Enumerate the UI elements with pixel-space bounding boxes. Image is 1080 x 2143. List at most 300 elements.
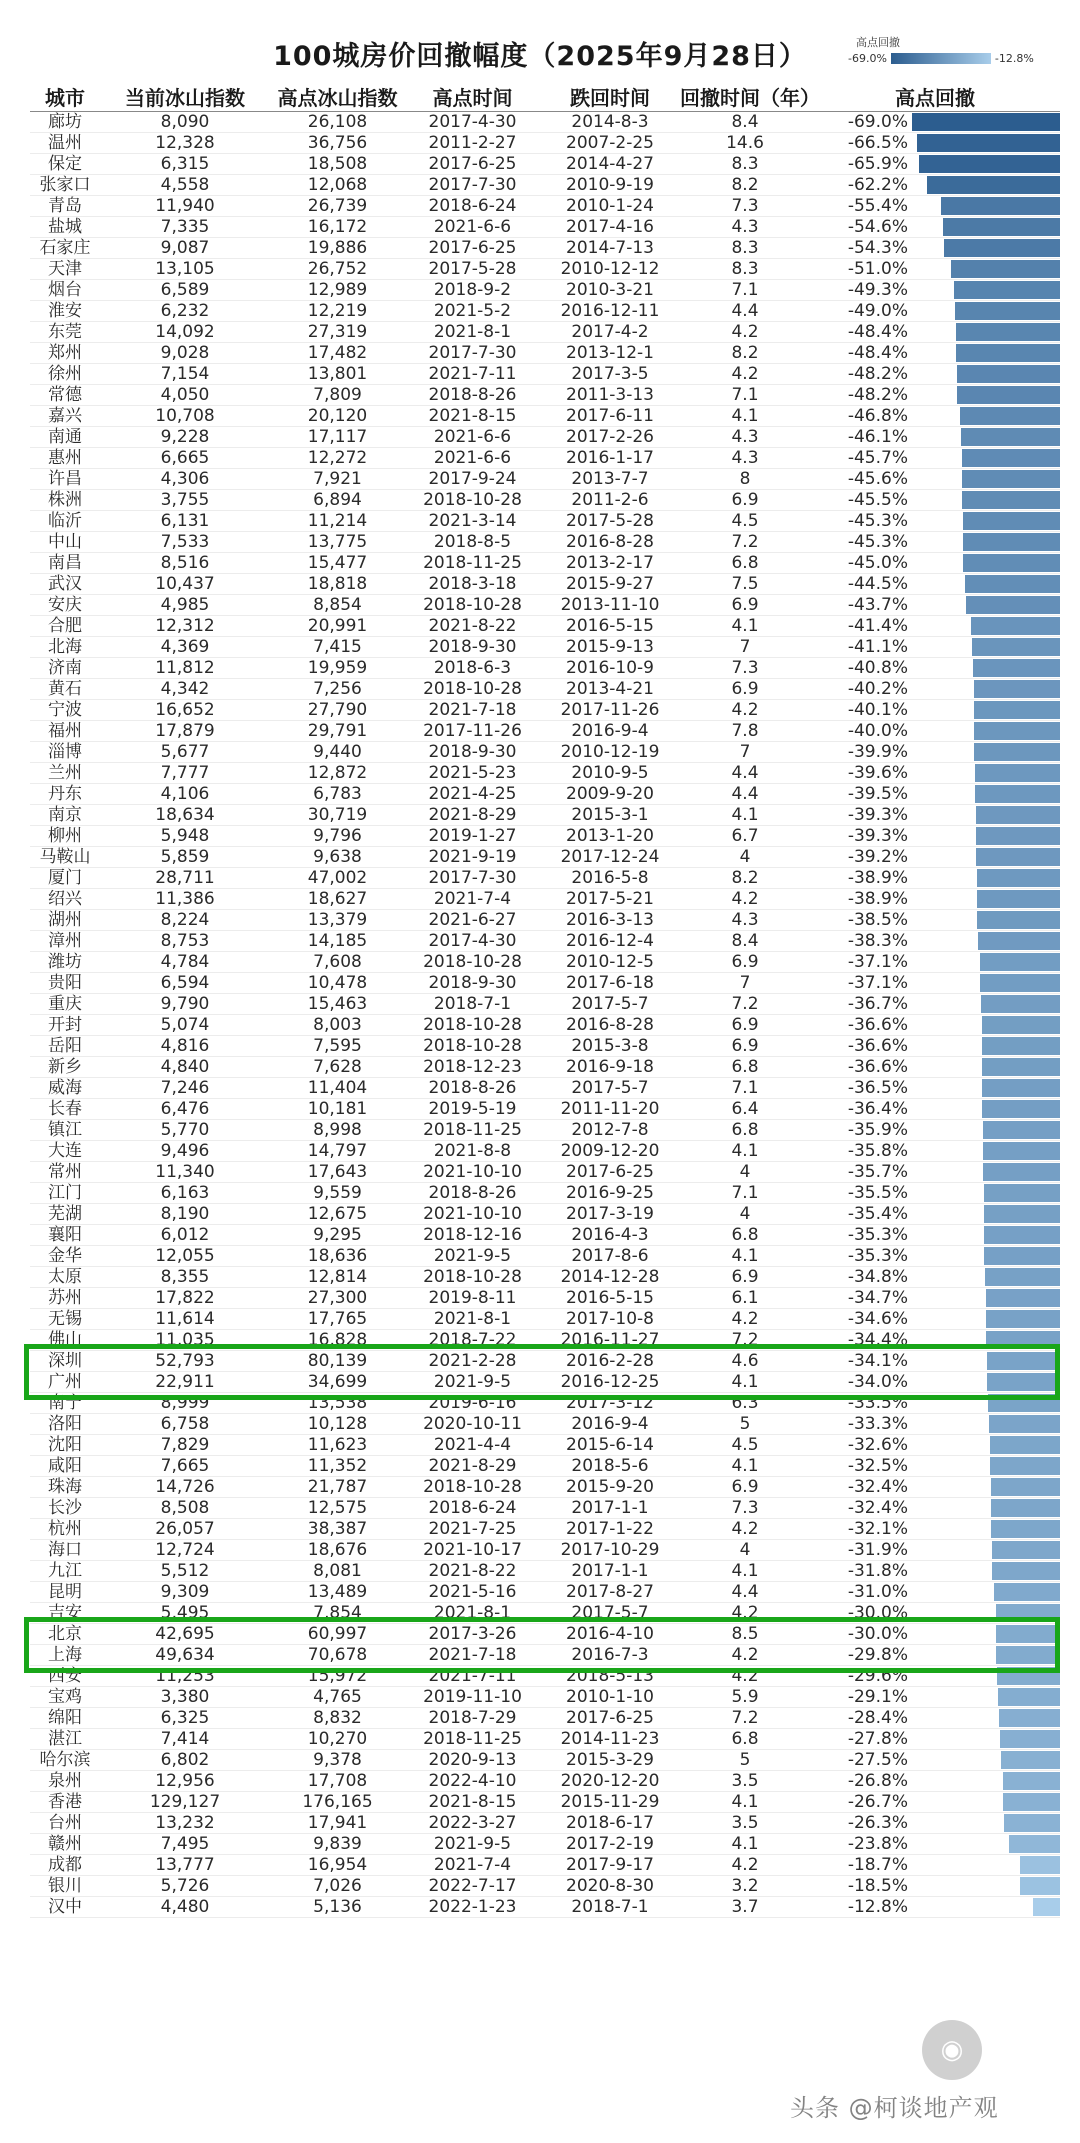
- table-row: [30, 112, 1060, 133]
- drawdown-bar-cell: [910, 1288, 1060, 1309]
- current-index-cell: 5,770: [100, 1120, 270, 1141]
- drawdown-bar-cell: [910, 490, 1060, 511]
- drawdown-bar: [988, 1394, 1060, 1412]
- fallback-date-cell: 2016-9-25: [540, 1183, 680, 1204]
- current-index-cell: 6,163: [100, 1183, 270, 1204]
- years-cell: 8.3: [680, 154, 810, 175]
- fallback-date-cell: 2010-9-19: [540, 175, 680, 196]
- peak-index-cell: 17,941: [270, 1813, 405, 1834]
- peak-date-cell: 2018-11-25: [405, 1120, 540, 1141]
- drawdown-value-cell: -40.2%: [810, 679, 910, 700]
- peak-date-cell: 2021-8-8: [405, 1141, 540, 1162]
- drawdown-bar-cell: [910, 1267, 1060, 1288]
- current-index-cell: 9,028: [100, 343, 270, 364]
- drawdown-bar: [966, 596, 1060, 614]
- peak-date-cell: 2022-7-17: [405, 1876, 540, 1897]
- current-index-cell: 12,328: [100, 133, 270, 154]
- drawdown-value-cell: -43.7%: [810, 595, 910, 616]
- city-cell: 济南: [30, 658, 100, 679]
- table-row: [30, 1246, 1060, 1267]
- city-cell: 中山: [30, 532, 100, 553]
- drawdown-value-cell: -34.7%: [810, 1288, 910, 1309]
- table-row: [30, 931, 1060, 952]
- city-cell: 保定: [30, 154, 100, 175]
- fallback-date-cell: 2013-1-20: [540, 826, 680, 847]
- current-index-cell: 7,246: [100, 1078, 270, 1099]
- current-index-cell: 11,386: [100, 889, 270, 910]
- drawdown-bar: [977, 869, 1060, 887]
- city-cell: 开封: [30, 1015, 100, 1036]
- city-cell: 潍坊: [30, 952, 100, 973]
- years-cell: 8.4: [680, 112, 810, 133]
- table-row: [30, 1099, 1060, 1120]
- drawdown-bar-cell: [910, 343, 1060, 364]
- drawdown-bar-cell: [910, 553, 1060, 574]
- peak-date-cell: 2011-2-27: [405, 133, 540, 154]
- peak-index-cell: 9,796: [270, 826, 405, 847]
- years-cell: 6.9: [680, 1015, 810, 1036]
- drawdown-value-cell: -49.3%: [810, 280, 910, 301]
- peak-index-cell: 12,872: [270, 763, 405, 784]
- city-cell: 镇江: [30, 1120, 100, 1141]
- peak-index-cell: 7,256: [270, 679, 405, 700]
- years-cell: 6.9: [680, 952, 810, 973]
- peak-index-cell: 70,678: [270, 1645, 405, 1666]
- drawdown-bar-cell: [910, 1729, 1060, 1750]
- table-row: [30, 1792, 1060, 1813]
- years-cell: 4.3: [680, 427, 810, 448]
- years-cell: 8.2: [680, 343, 810, 364]
- table-row: [30, 1141, 1060, 1162]
- table-row: [30, 1288, 1060, 1309]
- table-row: [30, 1603, 1060, 1624]
- city-cell: 苏州: [30, 1288, 100, 1309]
- years-cell: 7.1: [680, 385, 810, 406]
- color-legend: [848, 34, 1058, 65]
- drawdown-value-cell: -45.3%: [810, 532, 910, 553]
- city-cell: 汉中: [30, 1897, 100, 1918]
- peak-date-cell: 2018-10-28: [405, 952, 540, 973]
- peak-index-cell: 27,790: [270, 700, 405, 721]
- city-cell: 天津: [30, 259, 100, 280]
- table-row: [30, 1015, 1060, 1036]
- peak-date-cell: 2018-7-29: [405, 1708, 540, 1729]
- drawdown-bar: [984, 1205, 1060, 1223]
- drawdown-bar: [983, 1142, 1060, 1160]
- drawdown-value-cell: -66.5%: [810, 133, 910, 154]
- peak-index-cell: 15,463: [270, 994, 405, 1015]
- drawdown-value-cell: -45.3%: [810, 511, 910, 532]
- current-index-cell: 11,940: [100, 196, 270, 217]
- current-index-cell: 6,665: [100, 448, 270, 469]
- current-index-cell: 9,228: [100, 427, 270, 448]
- drawdown-value-cell: -39.6%: [810, 763, 910, 784]
- current-index-cell: 4,840: [100, 1057, 270, 1078]
- drawdown-bar: [974, 701, 1060, 719]
- table-row: [30, 784, 1060, 805]
- current-index-cell: 5,859: [100, 847, 270, 868]
- drawdown-bar: [984, 1247, 1060, 1265]
- drawdown-value-cell: -69.0%: [810, 112, 910, 133]
- drawdown-value-cell: -33.5%: [810, 1393, 910, 1414]
- current-index-cell: 18,634: [100, 805, 270, 826]
- years-cell: 8: [680, 469, 810, 490]
- fallback-date-cell: 2010-1-10: [540, 1687, 680, 1708]
- current-index-cell: 8,753: [100, 931, 270, 952]
- peak-index-cell: 10,270: [270, 1729, 405, 1750]
- drawdown-bar: [941, 197, 1060, 215]
- fallback-date-cell: 2014-11-23: [540, 1729, 680, 1750]
- drawdown-value-cell: -55.4%: [810, 196, 910, 217]
- drawdown-value-cell: -26.8%: [810, 1771, 910, 1792]
- city-cell: 丹东: [30, 784, 100, 805]
- drawdown-value-cell: -38.3%: [810, 931, 910, 952]
- drawdown-value-cell: -37.1%: [810, 952, 910, 973]
- drawdown-bar: [956, 344, 1060, 362]
- current-index-cell: 22,911: [100, 1372, 270, 1393]
- drawdown-value-cell: -38.9%: [810, 868, 910, 889]
- peak-index-cell: 7,608: [270, 952, 405, 973]
- fallback-date-cell: 2017-8-6: [540, 1246, 680, 1267]
- drawdown-value-cell: -32.6%: [810, 1435, 910, 1456]
- peak-index-cell: 17,708: [270, 1771, 405, 1792]
- current-index-cell: 4,306: [100, 469, 270, 490]
- table-row: [30, 1687, 1060, 1708]
- fallback-date-cell: 2016-9-4: [540, 721, 680, 742]
- peak-date-cell: 2017-5-28: [405, 259, 540, 280]
- peak-date-cell: 2020-9-13: [405, 1750, 540, 1771]
- city-cell: 徐州: [30, 364, 100, 385]
- peak-date-cell: 2017-3-26: [405, 1624, 540, 1645]
- table-row: [30, 952, 1060, 973]
- years-cell: 3.7: [680, 1897, 810, 1918]
- peak-index-cell: 8,832: [270, 1708, 405, 1729]
- peak-date-cell: 2018-8-26: [405, 1183, 540, 1204]
- peak-date-cell: 2019-6-16: [405, 1393, 540, 1414]
- table-row: [30, 805, 1060, 826]
- peak-date-cell: 2021-6-6: [405, 427, 540, 448]
- city-cell: 沈阳: [30, 1435, 100, 1456]
- drawdown-bar: [994, 1583, 1060, 1601]
- table-row: [30, 154, 1060, 175]
- years-cell: 5: [680, 1750, 810, 1771]
- column-header-peak-date: 高点时间: [405, 82, 540, 112]
- table-row: [30, 1834, 1060, 1855]
- drawdown-value-cell: -39.9%: [810, 742, 910, 763]
- peak-date-cell: 2021-8-22: [405, 1561, 540, 1582]
- drawdown-bar: [974, 680, 1060, 698]
- drawdown-bar: [912, 113, 1060, 131]
- drawdown-bar-cell: [910, 1708, 1060, 1729]
- fallback-date-cell: 2017-8-27: [540, 1582, 680, 1603]
- years-cell: 4.4: [680, 301, 810, 322]
- current-index-cell: 129,127: [100, 1792, 270, 1813]
- current-index-cell: 4,985: [100, 595, 270, 616]
- fallback-date-cell: 2013-2-17: [540, 553, 680, 574]
- fallback-date-cell: 2016-10-9: [540, 658, 680, 679]
- peak-index-cell: 9,638: [270, 847, 405, 868]
- drawdown-value-cell: -18.5%: [810, 1876, 910, 1897]
- fallback-date-cell: 2010-12-12: [540, 259, 680, 280]
- fallback-date-cell: 2017-5-28: [540, 511, 680, 532]
- drawdown-bar-cell: [910, 1057, 1060, 1078]
- drawdown-bar: [963, 512, 1060, 530]
- drawdown-bar: [976, 827, 1060, 845]
- peak-date-cell: 2018-6-24: [405, 196, 540, 217]
- peak-date-cell: 2021-7-11: [405, 364, 540, 385]
- table-row: [30, 1876, 1060, 1897]
- drawdown-value-cell: -36.6%: [810, 1015, 910, 1036]
- years-cell: 7.3: [680, 658, 810, 679]
- peak-index-cell: 13,775: [270, 532, 405, 553]
- fallback-date-cell: 2020-12-20: [540, 1771, 680, 1792]
- current-index-cell: 3,755: [100, 490, 270, 511]
- city-cell: 福州: [30, 721, 100, 742]
- watermark: 头条 @柯谈地产观: [790, 2094, 999, 2122]
- table-row: [30, 1351, 1060, 1372]
- table-row: [30, 1561, 1060, 1582]
- current-index-cell: 26,057: [100, 1519, 270, 1540]
- drawdown-bar-cell: [910, 196, 1060, 217]
- peak-index-cell: 27,319: [270, 322, 405, 343]
- current-index-cell: 11,035: [100, 1330, 270, 1351]
- drawdown-bar: [985, 1268, 1060, 1286]
- fallback-date-cell: 2017-2-19: [540, 1834, 680, 1855]
- city-cell: 南京: [30, 805, 100, 826]
- peak-date-cell: 2021-9-19: [405, 847, 540, 868]
- drawdown-bar: [991, 1520, 1060, 1538]
- column-header-drawdown: 高点回撤: [810, 82, 1060, 112]
- years-cell: 4.5: [680, 1435, 810, 1456]
- fallback-date-cell: 2016-4-3: [540, 1225, 680, 1246]
- years-cell: 4: [680, 1204, 810, 1225]
- drawdown-value-cell: -48.2%: [810, 385, 910, 406]
- table-row: [30, 826, 1060, 847]
- drawdown-value-cell: -48.4%: [810, 343, 910, 364]
- fallback-date-cell: 2014-4-27: [540, 154, 680, 175]
- city-cell: 襄阳: [30, 1225, 100, 1246]
- drawdown-bar: [978, 932, 1060, 950]
- fallback-date-cell: 2017-1-1: [540, 1498, 680, 1519]
- peak-date-cell: 2021-8-1: [405, 322, 540, 343]
- table-row: [30, 364, 1060, 385]
- drawdown-value-cell: -44.5%: [810, 574, 910, 595]
- drawdown-value-cell: -48.4%: [810, 322, 910, 343]
- peak-date-cell: 2018-9-2: [405, 280, 540, 301]
- drawdown-value-cell: -41.4%: [810, 616, 910, 637]
- peak-index-cell: 7,809: [270, 385, 405, 406]
- drawdown-value-cell: -12.8%: [810, 1897, 910, 1918]
- peak-date-cell: 2018-8-26: [405, 1078, 540, 1099]
- peak-date-cell: 2021-10-10: [405, 1204, 540, 1225]
- drawdown-value-cell: -54.6%: [810, 217, 910, 238]
- drawdown-bar-cell: [910, 994, 1060, 1015]
- current-index-cell: 6,131: [100, 511, 270, 532]
- drawdown-bar-cell: [910, 658, 1060, 679]
- drawdown-value-cell: -38.5%: [810, 910, 910, 931]
- legend-max-label: -12.8%: [994, 52, 1034, 65]
- table-row: [30, 658, 1060, 679]
- city-cell: 太原: [30, 1267, 100, 1288]
- peak-date-cell: 2021-5-2: [405, 301, 540, 322]
- fallback-date-cell: 2010-1-24: [540, 196, 680, 217]
- peak-index-cell: 13,538: [270, 1393, 405, 1414]
- fallback-date-cell: 2016-9-18: [540, 1057, 680, 1078]
- drawdown-bar-cell: [910, 1078, 1060, 1099]
- fallback-date-cell: 2007-2-25: [540, 133, 680, 154]
- peak-date-cell: 2018-10-28: [405, 490, 540, 511]
- peak-index-cell: 7,854: [270, 1603, 405, 1624]
- peak-index-cell: 11,352: [270, 1456, 405, 1477]
- years-cell: 4.4: [680, 763, 810, 784]
- drawdown-value-cell: -38.9%: [810, 889, 910, 910]
- drawdown-value-cell: -46.1%: [810, 427, 910, 448]
- current-index-cell: 4,480: [100, 1897, 270, 1918]
- drawdown-bar: [974, 743, 1060, 761]
- current-index-cell: 9,790: [100, 994, 270, 1015]
- drawdown-bar-cell: [910, 385, 1060, 406]
- drawdown-bar-cell: [910, 154, 1060, 175]
- fallback-date-cell: 2016-7-3: [540, 1645, 680, 1666]
- city-cell: 长沙: [30, 1498, 100, 1519]
- current-index-cell: 16,652: [100, 700, 270, 721]
- drawdown-bar-cell: [910, 1498, 1060, 1519]
- years-cell: 3.5: [680, 1771, 810, 1792]
- table-row: [30, 910, 1060, 931]
- current-index-cell: 7,335: [100, 217, 270, 238]
- current-index-cell: 8,090: [100, 112, 270, 133]
- table-row: [30, 1225, 1060, 1246]
- drawdown-bar: [987, 1352, 1060, 1370]
- drawdown-bar-cell: [910, 1456, 1060, 1477]
- current-index-cell: 5,512: [100, 1561, 270, 1582]
- years-cell: 4.2: [680, 1645, 810, 1666]
- drawdown-bar: [977, 890, 1060, 908]
- drawdown-bar-cell: [910, 700, 1060, 721]
- fallback-date-cell: 2016-12-4: [540, 931, 680, 952]
- drawdown-bar: [992, 1562, 1060, 1580]
- drawdown-bar: [986, 1289, 1060, 1307]
- peak-index-cell: 13,801: [270, 364, 405, 385]
- peak-index-cell: 11,623: [270, 1435, 405, 1456]
- city-cell: 海口: [30, 1540, 100, 1561]
- fallback-date-cell: 2017-6-25: [540, 1162, 680, 1183]
- drawdown-bar-cell: [910, 805, 1060, 826]
- peak-date-cell: 2021-9-5: [405, 1372, 540, 1393]
- fallback-date-cell: 2016-9-4: [540, 1414, 680, 1435]
- peak-date-cell: 2018-7-1: [405, 994, 540, 1015]
- table-row: [30, 1813, 1060, 1834]
- fallback-date-cell: 2016-8-28: [540, 1015, 680, 1036]
- drawdown-value-cell: -39.3%: [810, 826, 910, 847]
- current-index-cell: 6,802: [100, 1750, 270, 1771]
- years-cell: 4.1: [680, 805, 810, 826]
- peak-index-cell: 30,719: [270, 805, 405, 826]
- camera-icon: ◉: [922, 2020, 982, 2080]
- peak-date-cell: 2018-10-28: [405, 1267, 540, 1288]
- city-cell: 成都: [30, 1855, 100, 1876]
- peak-index-cell: 7,415: [270, 637, 405, 658]
- table-row: [30, 1477, 1060, 1498]
- fallback-date-cell: 2014-8-3: [540, 112, 680, 133]
- peak-date-cell: 2021-8-1: [405, 1309, 540, 1330]
- table-row: [30, 1624, 1060, 1645]
- fallback-date-cell: 2016-5-8: [540, 868, 680, 889]
- fallback-date-cell: 2018-7-1: [540, 1897, 680, 1918]
- city-cell: 张家口: [30, 175, 100, 196]
- drawdown-bar: [996, 1646, 1060, 1664]
- city-cell: 淄博: [30, 742, 100, 763]
- table-row: [30, 448, 1060, 469]
- drawdown-bar-cell: [910, 847, 1060, 868]
- years-cell: 5.9: [680, 1687, 810, 1708]
- peak-index-cell: 12,219: [270, 301, 405, 322]
- years-cell: 4.2: [680, 1519, 810, 1540]
- drawdown-value-cell: -34.0%: [810, 1372, 910, 1393]
- peak-date-cell: 2017-11-26: [405, 721, 540, 742]
- drawdown-value-cell: -35.8%: [810, 1141, 910, 1162]
- drawdown-bar: [998, 1688, 1060, 1706]
- fallback-date-cell: 2017-3-5: [540, 364, 680, 385]
- drawdown-bar: [963, 533, 1060, 551]
- current-index-cell: 5,726: [100, 1876, 270, 1897]
- years-cell: 4.2: [680, 700, 810, 721]
- city-cell: 上海: [30, 1645, 100, 1666]
- peak-date-cell: 2018-10-28: [405, 1015, 540, 1036]
- city-cell: 北海: [30, 637, 100, 658]
- drawdown-bar: [1009, 1835, 1060, 1853]
- peak-date-cell: 2021-2-28: [405, 1351, 540, 1372]
- drawdown-bar: [960, 407, 1060, 425]
- current-index-cell: 3,380: [100, 1687, 270, 1708]
- city-cell: 盐城: [30, 217, 100, 238]
- years-cell: 4.2: [680, 322, 810, 343]
- drawdown-bar: [975, 785, 1060, 803]
- table-row: [30, 889, 1060, 910]
- drawdown-value-cell: -32.4%: [810, 1498, 910, 1519]
- table-row: [30, 1183, 1060, 1204]
- drawdown-bar-cell: [910, 1897, 1060, 1918]
- drawdown-value-cell: -35.3%: [810, 1225, 910, 1246]
- years-cell: 4.6: [680, 1351, 810, 1372]
- drawdown-value-cell: -41.1%: [810, 637, 910, 658]
- table-row: [30, 1036, 1060, 1057]
- years-cell: 4: [680, 847, 810, 868]
- drawdown-value-cell: -39.5%: [810, 784, 910, 805]
- fallback-date-cell: 2009-9-20: [540, 784, 680, 805]
- years-cell: 6.8: [680, 1120, 810, 1141]
- current-index-cell: 7,154: [100, 364, 270, 385]
- years-cell: 4: [680, 1162, 810, 1183]
- city-cell: 湛江: [30, 1729, 100, 1750]
- current-index-cell: 9,309: [100, 1582, 270, 1603]
- peak-index-cell: 8,998: [270, 1120, 405, 1141]
- drawdown-value-cell: -45.7%: [810, 448, 910, 469]
- drawdown-bar-cell: [910, 1834, 1060, 1855]
- drawdown-bar-cell: [910, 742, 1060, 763]
- drawdown-bar-cell: [910, 910, 1060, 931]
- drawdown-bar-cell: [910, 1351, 1060, 1372]
- table-row: [30, 1204, 1060, 1225]
- current-index-cell: 13,105: [100, 259, 270, 280]
- years-cell: 6.9: [680, 1036, 810, 1057]
- table-row: [30, 280, 1060, 301]
- current-index-cell: 7,495: [100, 1834, 270, 1855]
- drawdown-bar-cell: [910, 1330, 1060, 1351]
- current-index-cell: 4,369: [100, 637, 270, 658]
- drawdown-bar-cell: [910, 1477, 1060, 1498]
- years-cell: 8.2: [680, 175, 810, 196]
